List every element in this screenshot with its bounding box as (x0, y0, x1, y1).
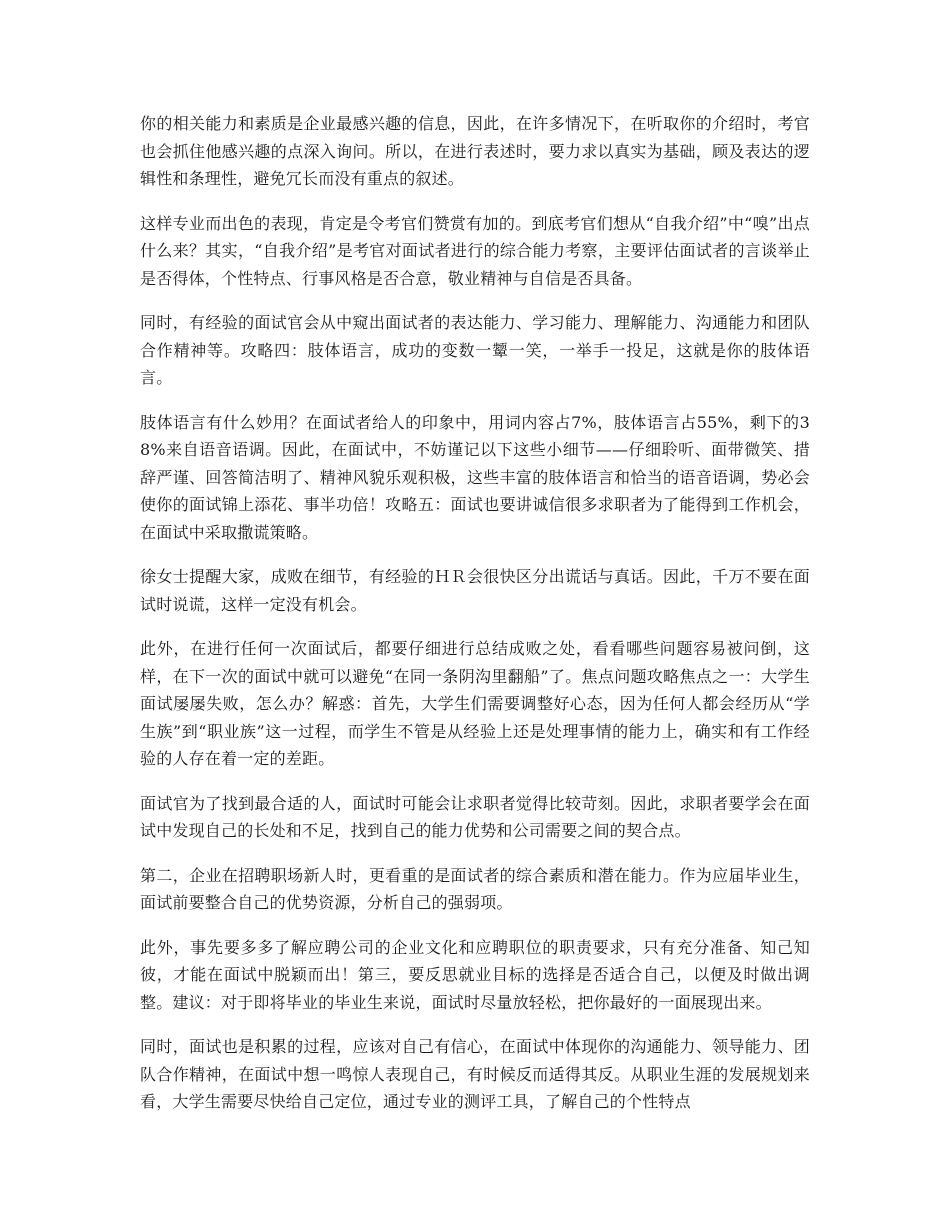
document-body (140, 110, 810, 1133)
paragraph-2: 这样专业而出色的表现，肯定是令考官们赞赏有加的。到底考官们想从“自我介绍”中“嗅”出点什么来？其实，“自我介绍”是考官对面试者进行的综合能力考察，主要评估面试者的言谈举止是否得体，个性特点、行事风格是否合意，敬业精神与自信是否具备。 (140, 213, 810, 288)
paragraph-5: 徐女士提醒大家，成败在细节，有经验的ＨＲ会很快区分出谎话与真话。因此，千万不要在面试时说谎，这样一定没有机会。 (140, 567, 810, 614)
paragraph-3: 同时，有经验的面试官会从中窥出面试者的表达能力、学习能力、理解能力、沟通能力和团队合作精神等。攻略四：肢体语言，成功的变数一颦一笑，一举手一投足，这就是你的肢体语言。 (140, 313, 810, 387)
paragraph-7: 面试官为了找到最合适的人，面试时可能会让求职者觉得比较苛刻。因此，求职者要学会在面试中发现自己的长处和不足，找到自己的能力优势和公司需要之间的契合点。 (140, 793, 810, 840)
paragraph-1: 你的相关能力和素质是企业最感兴趣的信息，因此，在许多情况下，在听取你的介绍时，考官也会抓住他感兴趣的点深入询问。所以，在进行表述时，要力求以真实为基础，顾及表达的逻辑性和条理性，避免冗长而没有重点的叙述。 (140, 114, 810, 188)
paragraph-8: 第二，企业在招聘职场新人时，更看重的是面试者的综合素质和潜在能力。作为应届毕业生，面试前要整合自己的优势资源，分析自己的强弱项。 (140, 865, 810, 912)
paragraph-10: 同时，面试也是积累的过程，应该对自己有信心，在面试中体现你的沟通能力、领导能力、团队合作精神，在面试中想一鸣惊人表现自己，有时候反而适得其反。从职业生涯的发展规划来看，大学生需要尽快给自己定位，通过专业的测评工具，了解自己的个性特点 (140, 1037, 810, 1111)
paragraph-9: 此外，事先要多多了解应聘公司的企业文化和应聘职位的职责要求，只有充分准备、知己知彼，才能在面试中脱颖而出！第三，要反思就业目标的选择是否适合自己，以便及时做出调整。建议：对于即将毕业的毕业生来说，面试时尽量放轻松，把你最好的一面展现出来。 (140, 937, 810, 1012)
paragraph-4: 肢体语言有什么妙用？在面试者给人的印象中，用词内容占7%，肢体语言占55%，剩下的38%来自语音语调。因此，在面试中，不妨谨记以下这些小细节——仔细聆听、面带微笑、措辞严谨、回答简洁明了、精神风貌乐观积极，这些丰富的肢体语言和恰当的语音语调，势必会使你的面试锦上添花、事半功倍！攻略五：面试也要讲诚信很多求职者为了能得到工作机会，在面试中采取撒谎策略。 (140, 412, 810, 542)
paragraph-6: 此外，在进行任何一次面试后，都要仔细进行总结成败之处，看看哪些问题容易被问倒，这样，在下一次的面试中就可以避免“在同一条阴沟里翻船”了。焦点问题攻略焦点之一：大学生面试屡屡失败，怎么办？解惑：首先，大学生们需要调整好心态，因为任何人都会经历从“学生族”到“职业族”这一过程，而学生不管是从经验上还是处理事情的能力上，确实和有工作经验的人存在着一定的差距。 (140, 639, 810, 768)
